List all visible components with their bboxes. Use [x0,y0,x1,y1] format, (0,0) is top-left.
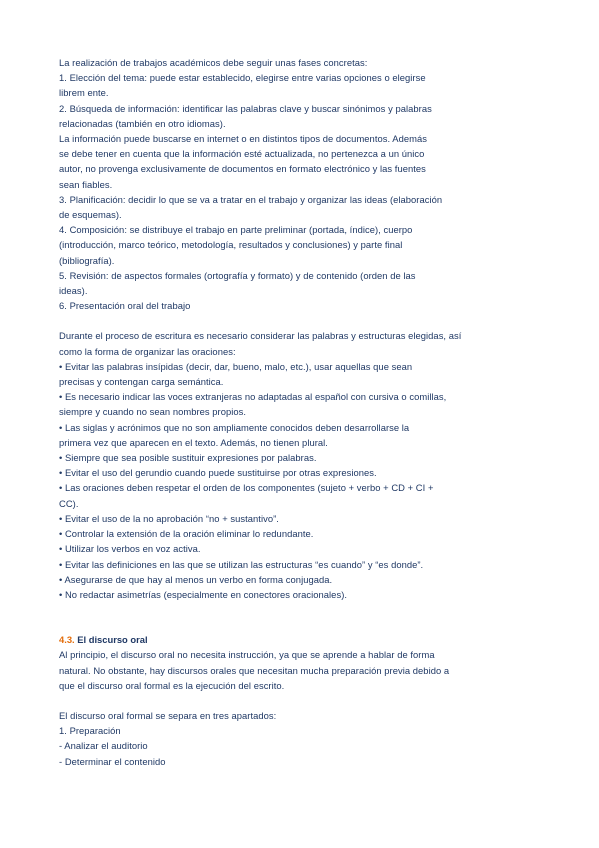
text-line: • Siempre que sea posible sustituir expresiones por palabras. [59,452,317,464]
text-line: La realización de trabajos académicos debe seguir unas fases concretas: [59,57,368,68]
text-line: • Controlar la extensión de la oración eliminar lo redundante. [59,528,314,540]
text-line: • Evitar las definiciones en las que se utilizan las estructuras “es cuando” y “es donde”. [59,558,424,570]
text-line: • No redactar asimetrías (especialmente en conectores oracionales). [59,588,348,600]
text-line: (introducción, marco teórico, metodología, resultados y conclusiones) y parte final [59,239,403,251]
text-line: - Analizar el auditorio [59,740,148,752]
text-line: 5. Revisión: de aspectos formales (ortografía y formato) y de contenido (orden de las [59,269,416,281]
text-line: Al principio, el discurso oral no necesita instrucción, ya que se aprende a hablar de forma [59,649,435,661]
text-line: librem ente. [59,87,109,99]
text-line: se debe tener en cuenta que la información esté actualizada, no pertenezca a un único [59,148,425,160]
text-line: • Evitar las palabras insípidas (decir, dar, bueno, malo, etc.), usar aquellas que sean [59,360,413,372]
text-line: Durante el proceso de escritura es necesario considerar las palabras y estructuras elegidas, así [59,330,462,342]
text-line: siempre y cuando no sean nombres propios. [59,406,247,418]
text-line: sean fiables. [59,178,113,190]
text-line: - Determinar el contenido [59,755,166,767]
text-line: autor, no provenga exclusivamente de documentos en formato electrónico y las fuentes [59,163,426,175]
text-line: natural. No obstante, hay discursos orales que necesitan mucha preparación previa debido a [59,664,450,676]
apartados-paragraph [59,708,539,769]
text-line: precisas y contengan carga semántica. [59,376,224,388]
text-line: • Las siglas y acrónimos que no son ampliamente conocidos deben desarrollarse la [59,421,410,433]
text-line: • Asegurarse de que hay al menos un verbo en forma conjugada. [59,573,333,585]
text-line: 2. Búsqueda de información: identificar las palabras clave y buscar sinónimos y palabras [59,102,432,114]
section-number: 4.3. [59,634,75,646]
text-line: • Es necesario indicar las voces extranjeras no adaptadas al español con cursiva o comillas, [59,391,447,403]
paragraph-gap [59,313,539,328]
text-line: • Evitar el uso del gerundio cuando puede sustituirse por otras expresiones. [59,467,377,479]
text-line: ideas). [59,285,88,297]
escritura-paragraph [59,328,539,602]
text-line: 3. Planificación: decidir lo que se va a tratar en el trabajo y organizar las ideas (elaboración [59,193,443,205]
text-line: (bibliografía). [59,254,115,266]
text-line: CC). [59,497,79,509]
paragraph-gap [59,693,539,708]
text-line: primera vez que aparecen en el texto. Además, no tienen plural. [59,436,328,448]
section-heading [59,632,539,647]
fases-paragraph [59,55,539,313]
text-line: 1. Preparación [59,725,121,737]
section-title: El discurso oral [77,634,148,646]
text-line: La información puede buscarse en internet o en distintos tipos de documentos. Además [59,133,427,145]
section-gap [59,602,539,632]
text-line: • Utilizar los verbos en voz activa. [59,543,201,555]
text-line: como la forma de organizar las oraciones: [59,345,236,357]
text-line: de esquemas). [59,209,122,221]
text-line: relacionadas (también en otro idiomas). [59,117,226,129]
text-line: 1. Elección del tema: puede estar establecido, elegirse entre varias opciones o elegirse [59,72,426,84]
oral-paragraph [59,647,539,693]
text-line: • Las oraciones deben respetar el orden de los componentes (sujeto + verbo + CD + CI + [59,482,434,494]
text-line: • Evitar el uso de la no aprobación “no + sustantivo”. [59,512,279,524]
text-line: 4. Composición: se distribuye el trabajo en parte preliminar (portada, índice), cuerpo [59,224,413,236]
text-line: El discurso oral formal se separa en tres apartados: [59,709,277,721]
text-line: que el discurso oral formal es la ejecución del escrito. [59,679,285,691]
text-line: 6. Presentación oral del trabajo [59,300,191,312]
